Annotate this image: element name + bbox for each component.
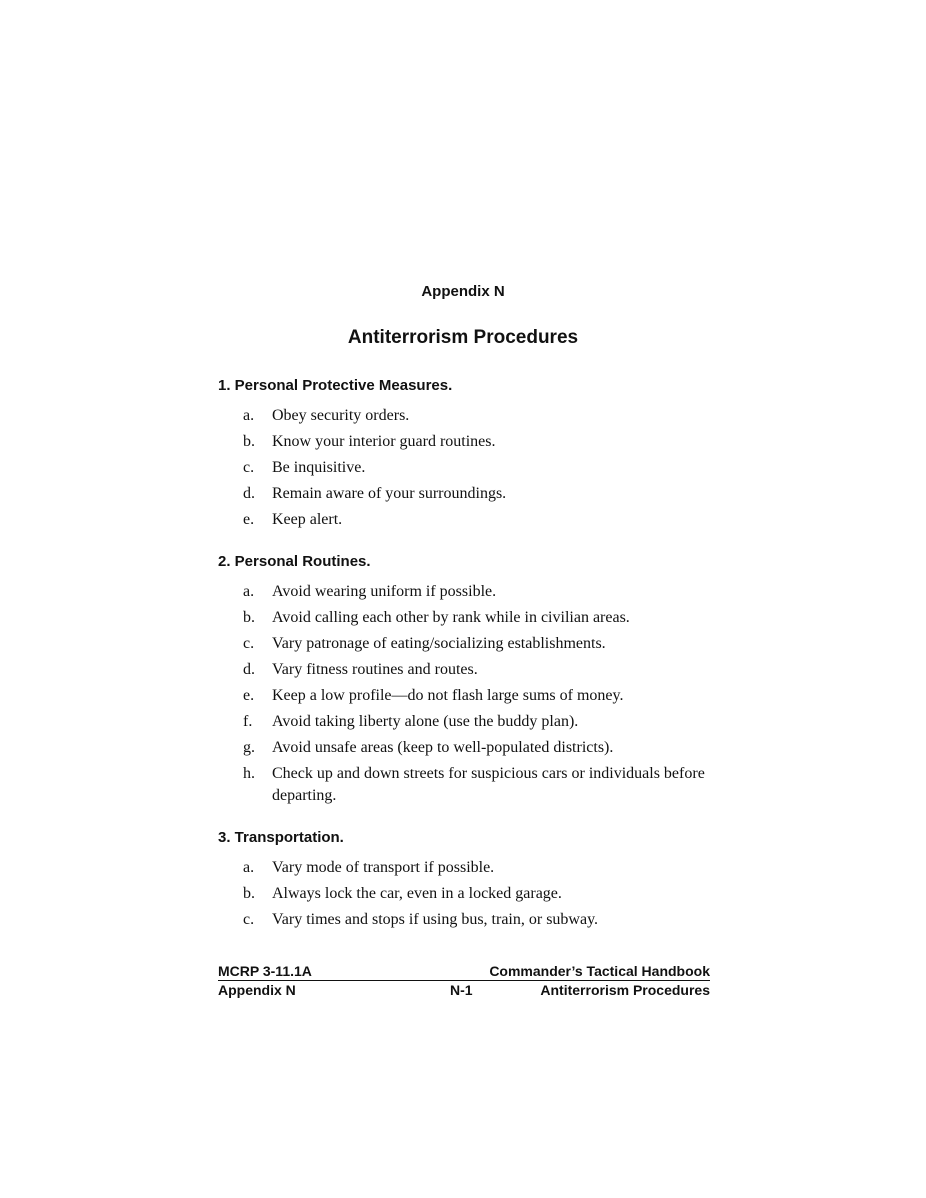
list-item-text: Be inquisitive. [272,459,366,476]
list-item-letter: a. [243,859,255,876]
list-item [218,607,710,629]
list-item [218,457,710,479]
list-item [218,581,710,603]
list-item [218,509,710,531]
footer-handbook-title: Commander’s Tactical Handbook [489,963,710,979]
list-item-letter: b. [243,433,255,450]
list-item-letter: c. [243,635,255,652]
list-item [218,763,710,807]
footer-bottom-row [218,981,710,999]
page-footer [218,962,710,999]
list-item-text: Always lock the car, even in a locked garage. [272,885,562,902]
list-item [218,883,710,905]
list-item-letter: a. [243,583,255,600]
content-body [218,376,710,952]
list-item-letter: d. [243,661,255,678]
list-item-letter: h. [243,765,255,782]
list-item-letter: a. [243,407,255,424]
list-item-text: Obey security orders. [272,407,410,424]
list-item-text: Avoid wearing uniform if possible. [272,583,497,600]
list-item-text: Know your interior guard routines. [272,433,496,450]
list-item-letter: e. [243,687,255,704]
section-personal-routines [218,552,710,807]
list-item-text: Keep a low profile—do not flash large sums of money. [272,687,624,704]
section-personal-protective-measures [218,376,710,531]
list-item-text: Remain aware of your surroundings. [272,485,507,502]
list-item-text: Vary patronage of eating/socializing establishments. [272,635,606,652]
footer-page-number: N-1 [450,982,473,998]
list-item [218,857,710,879]
list-item-letter: b. [243,609,255,626]
list-item-letter: f. [243,713,253,730]
list-item [218,909,710,931]
list-item-letter: g. [243,739,255,756]
list-item-letter: c. [243,911,255,928]
list-item-letter: d. [243,485,255,502]
section-heading: 1. Personal Protective Measures. [218,377,453,394]
section-transportation [218,828,710,931]
list-item-text: Keep alert. [272,511,343,528]
list-item-text: Vary mode of transport if possible. [272,859,495,876]
list-item [218,431,710,453]
section-heading: 3. Transportation. [218,829,344,846]
footer-chapter-title: Antiterrorism Procedures [540,982,710,998]
footer-doc-number: MCRP 3-11.1A [218,963,312,979]
list-item [218,685,710,707]
footer-top-row [218,962,710,980]
list-item-letter: b. [243,885,255,902]
list-item [218,405,710,427]
list-item-text: Check up and down streets for suspicious cars or individuals before departing. [272,765,705,804]
list-item-letter: c. [243,459,255,476]
list-item-text: Avoid taking liberty alone (use the buddy plan). [272,713,579,730]
page-title: Antiterrorism Procedures [347,327,579,348]
list-item-text: Avoid calling each other by rank while in civilian areas. [272,609,630,626]
list-item [218,483,710,505]
section-heading: 2. Personal Routines. [218,553,371,570]
list-item [218,711,710,733]
list-item-text: Avoid unsafe areas (keep to well-populated districts). [272,739,614,756]
list-item-text: Vary times and stops if using bus, train, or subway. [272,911,599,928]
list-item [218,659,710,681]
list-item [218,737,710,759]
list-item-text: Vary fitness routines and routes. [272,661,478,678]
list-item-letter: e. [243,511,255,528]
footer-appendix: Appendix N [218,982,296,998]
list-item [218,633,710,655]
appendix-label: Appendix N [421,283,505,300]
